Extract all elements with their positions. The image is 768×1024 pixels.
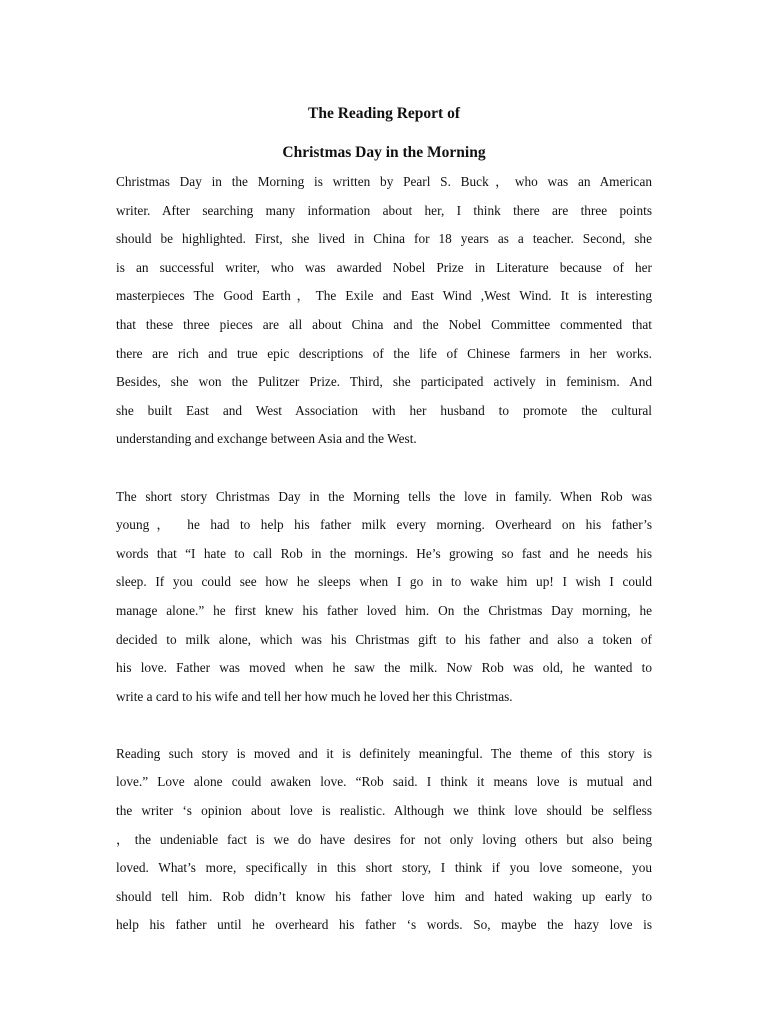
text-line: the writer ‘s opinion about love is realistic. Although we think love should be selfless [116,803,652,819]
paragraph-author-background [116,168,652,454]
paragraph-gap [116,454,652,483]
text-line: loved. What’s more, specifically in this short story, I think if you love someone, you [116,860,652,876]
text-line: should tell him. Rob didn’t know his father love him and hated waking up early to [116,888,652,904]
report-body [116,168,652,940]
text-line: help his father until he overheard his father ‘s words. So, maybe the hazy love is [116,917,652,933]
paragraph-gap [116,711,652,740]
text-line: words that “I hate to call Rob in the mornings. He’s growing so fast and he needs his [116,545,652,561]
text-line: ，the undeniable fact is we do have desires for not only loving others but also being [116,831,652,847]
text-line: Reading such story is moved and it is definitely meaningful. The theme of this story is [116,745,652,761]
text-line: his love. Father was moved when he saw the milk. Now Rob was old, he wanted to [116,660,652,676]
text-line: love.” Love alone could awaken love. “Rob said. I think it means love is mutual and [116,774,652,790]
text-line: manage alone.” he first knew his father loved him. On the Christmas Day morning, he [116,602,652,618]
text-line: write a card to his wife and tell her how much he loved her this Christmas. [116,688,513,704]
text-line: she built East and West Association with her husband to promote the cultural [116,402,652,418]
text-line: that these three pieces are all about China and the Nobel Committee commented that [116,316,652,332]
text-line: decided to milk alone, which was his Christmas gift to his father and also a token of [116,631,652,647]
text-line: there are rich and true epic descriptions of the life of Chinese farmers in her works. [116,345,652,361]
paragraph-reflection [116,740,652,940]
text-line: understanding and exchange between Asia and the West. [116,431,417,447]
text-line: Christmas Day in the Morning is written by Pearl S. Buck，who was an American [116,174,652,189]
text-line: writer. After searching many information about her, I think there are three points [116,202,652,218]
text-line: The short story Christmas Day in the Morning tells the love in family. When Rob was [116,488,652,504]
report-subtitle: Christmas Day in the Morning [282,144,486,161]
text-line: young， he had to help his father milk every morning. Overheard on his father’s [116,517,652,533]
text-line: masterpieces The Good Earth，The Exile and East Wind ,West Wind. It is interesting [116,288,652,304]
text-line: is an successful writer, who was awarded Nobel Prize in Literature because of her [116,259,652,275]
text-line: should be highlighted. First, she lived in China for 18 years as a teacher. Second, she [116,231,652,247]
report-title-block [116,102,652,165]
text-line: sleep. If you could see how he sleeps when I go in to wake him up! I wish I could [116,574,652,590]
paragraph-story-summary [116,483,652,712]
report-title: The Reading Report of [308,105,460,122]
text-line: Besides, she won the Pulitzer Prize. Third, she participated actively in feminism. And [116,374,652,390]
